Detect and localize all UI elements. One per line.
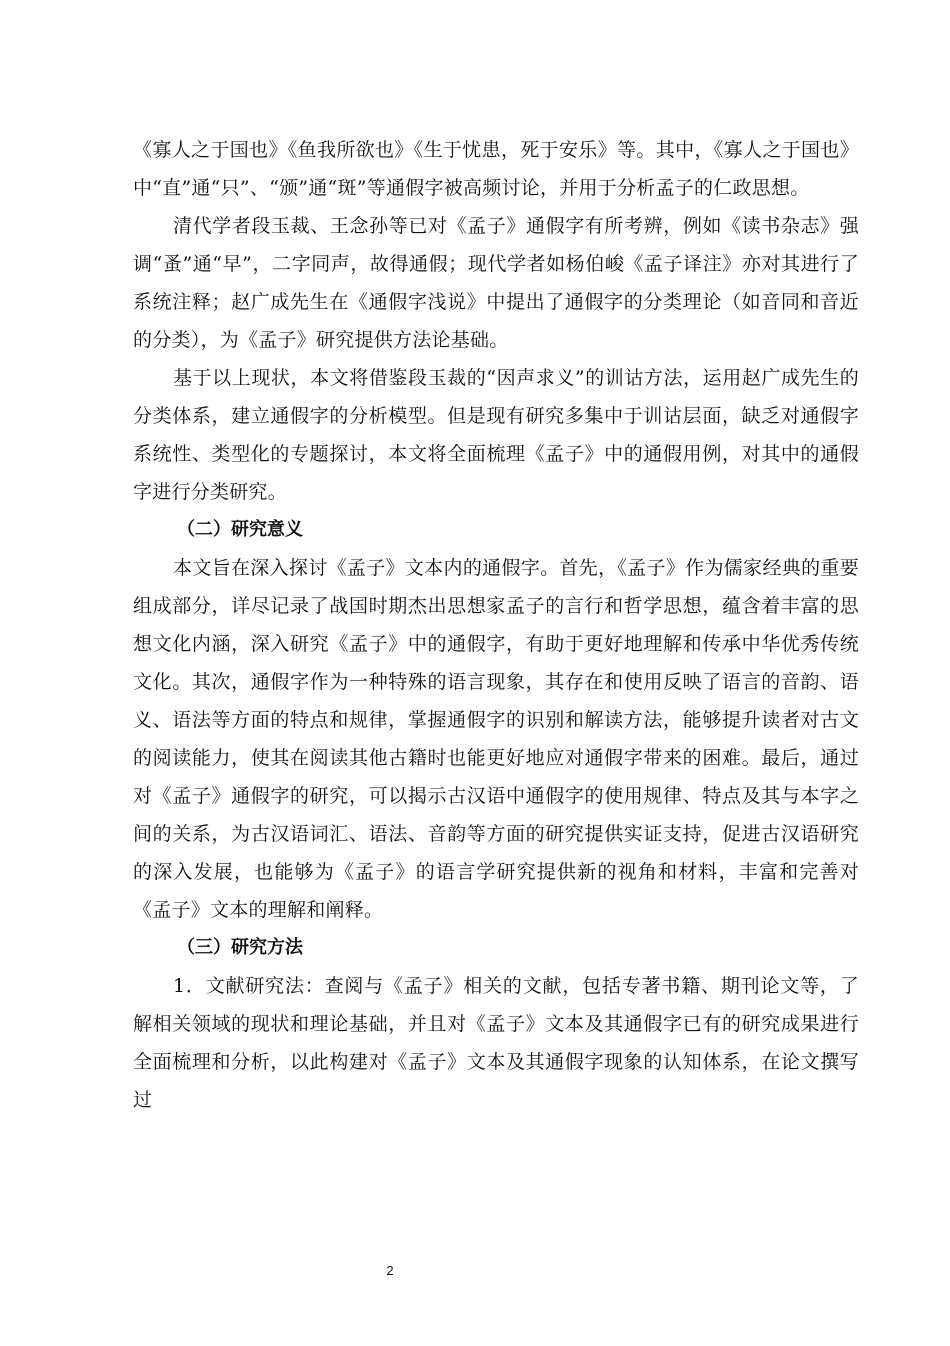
section-heading-significance: （二）研究意义: [177, 519, 303, 540]
paragraph-prior-scholarship: 清代学者段玉裁、王念孙等已对《孟子》通假字有所考辨，例如《读书杂志》强调“蚤”通“早”，二字同声，故得通假；现代学者如杨伯峻《孟子译注》亦对其进行了系统注释；赵广成先生在《通假字浅说》中提出了通假字的分类理论（如音同和音近的分类），为《孟子》研究提供方法论基础。: [133, 215, 859, 351]
paragraph-research-approach: 基于以上现状，本文将借鉴段玉裁的“因声求义”的训诂方法，运用赵广成先生的分类体系，建立通假字的分析模型。但是现有研究多集中于训诂层面，缺乏对通假字系统性、类型化的专题探讨，本文将全面梳理《孟子》中的通假用例，对其中的通假字进行分类研究。: [133, 367, 859, 503]
document-body: [133, 131, 859, 1119]
paragraph-significance: 本文旨在深入探讨《孟子》文本内的通假字。首先，《孟子》作为儒家经典的重要组成部分，详尽记录了战国时期杰出思想家孟子的言行和哲学思想，蕴含着丰富的思想文化内涵，深入研究《孟子》中的通假字，有助于更好地理解和传承中华优秀传统文化。其次，通假字作为一种特殊的语言现象，其存在和使用反映了语言的音韵、语义、语法等方面的特点和规律，掌握通假字的识别和解读方法，能够提升读者对古文的阅读能力，使其在阅读其他古籍时也能更好地应对通假字带来的困难。最后，通过对《孟子》通假字的研究，可以揭示古汉语中通假字的使用规律、特点及其与本字之间的关系，为古汉语词汇、语法、音韵等方面的研究提供实证支持，促进古汉语研究的深入发展，也能够为《孟子》的语言学研究提供新的视角和材料，丰富和完善对《孟子》文本的理解和阐释。: [133, 557, 859, 921]
page-number: 2: [386, 1263, 394, 1278]
paragraph-literature-method: 1．文献研究法：查阅与《孟子》相关的文献，包括专著书籍、期刊论文等，了解相关领域的现状和理论基础，并且对《孟子》文本及其通假字已有的研究成果进行全面梳理和分析，以此构建对《孟子》文本及其通假字现象的认知体系，在论文撰写过: [133, 975, 859, 1111]
section-heading-methods: （三）研究方法: [177, 937, 303, 958]
paragraph-continuation: 《寡人之于国也》《鱼我所欲也》《生于忧患，死于安乐》等。其中，《寡人之于国也》中“直”通“只”、“颁”通“斑”等通假字被高频讨论，并用于分析孟子的仁政思想。: [133, 139, 859, 199]
